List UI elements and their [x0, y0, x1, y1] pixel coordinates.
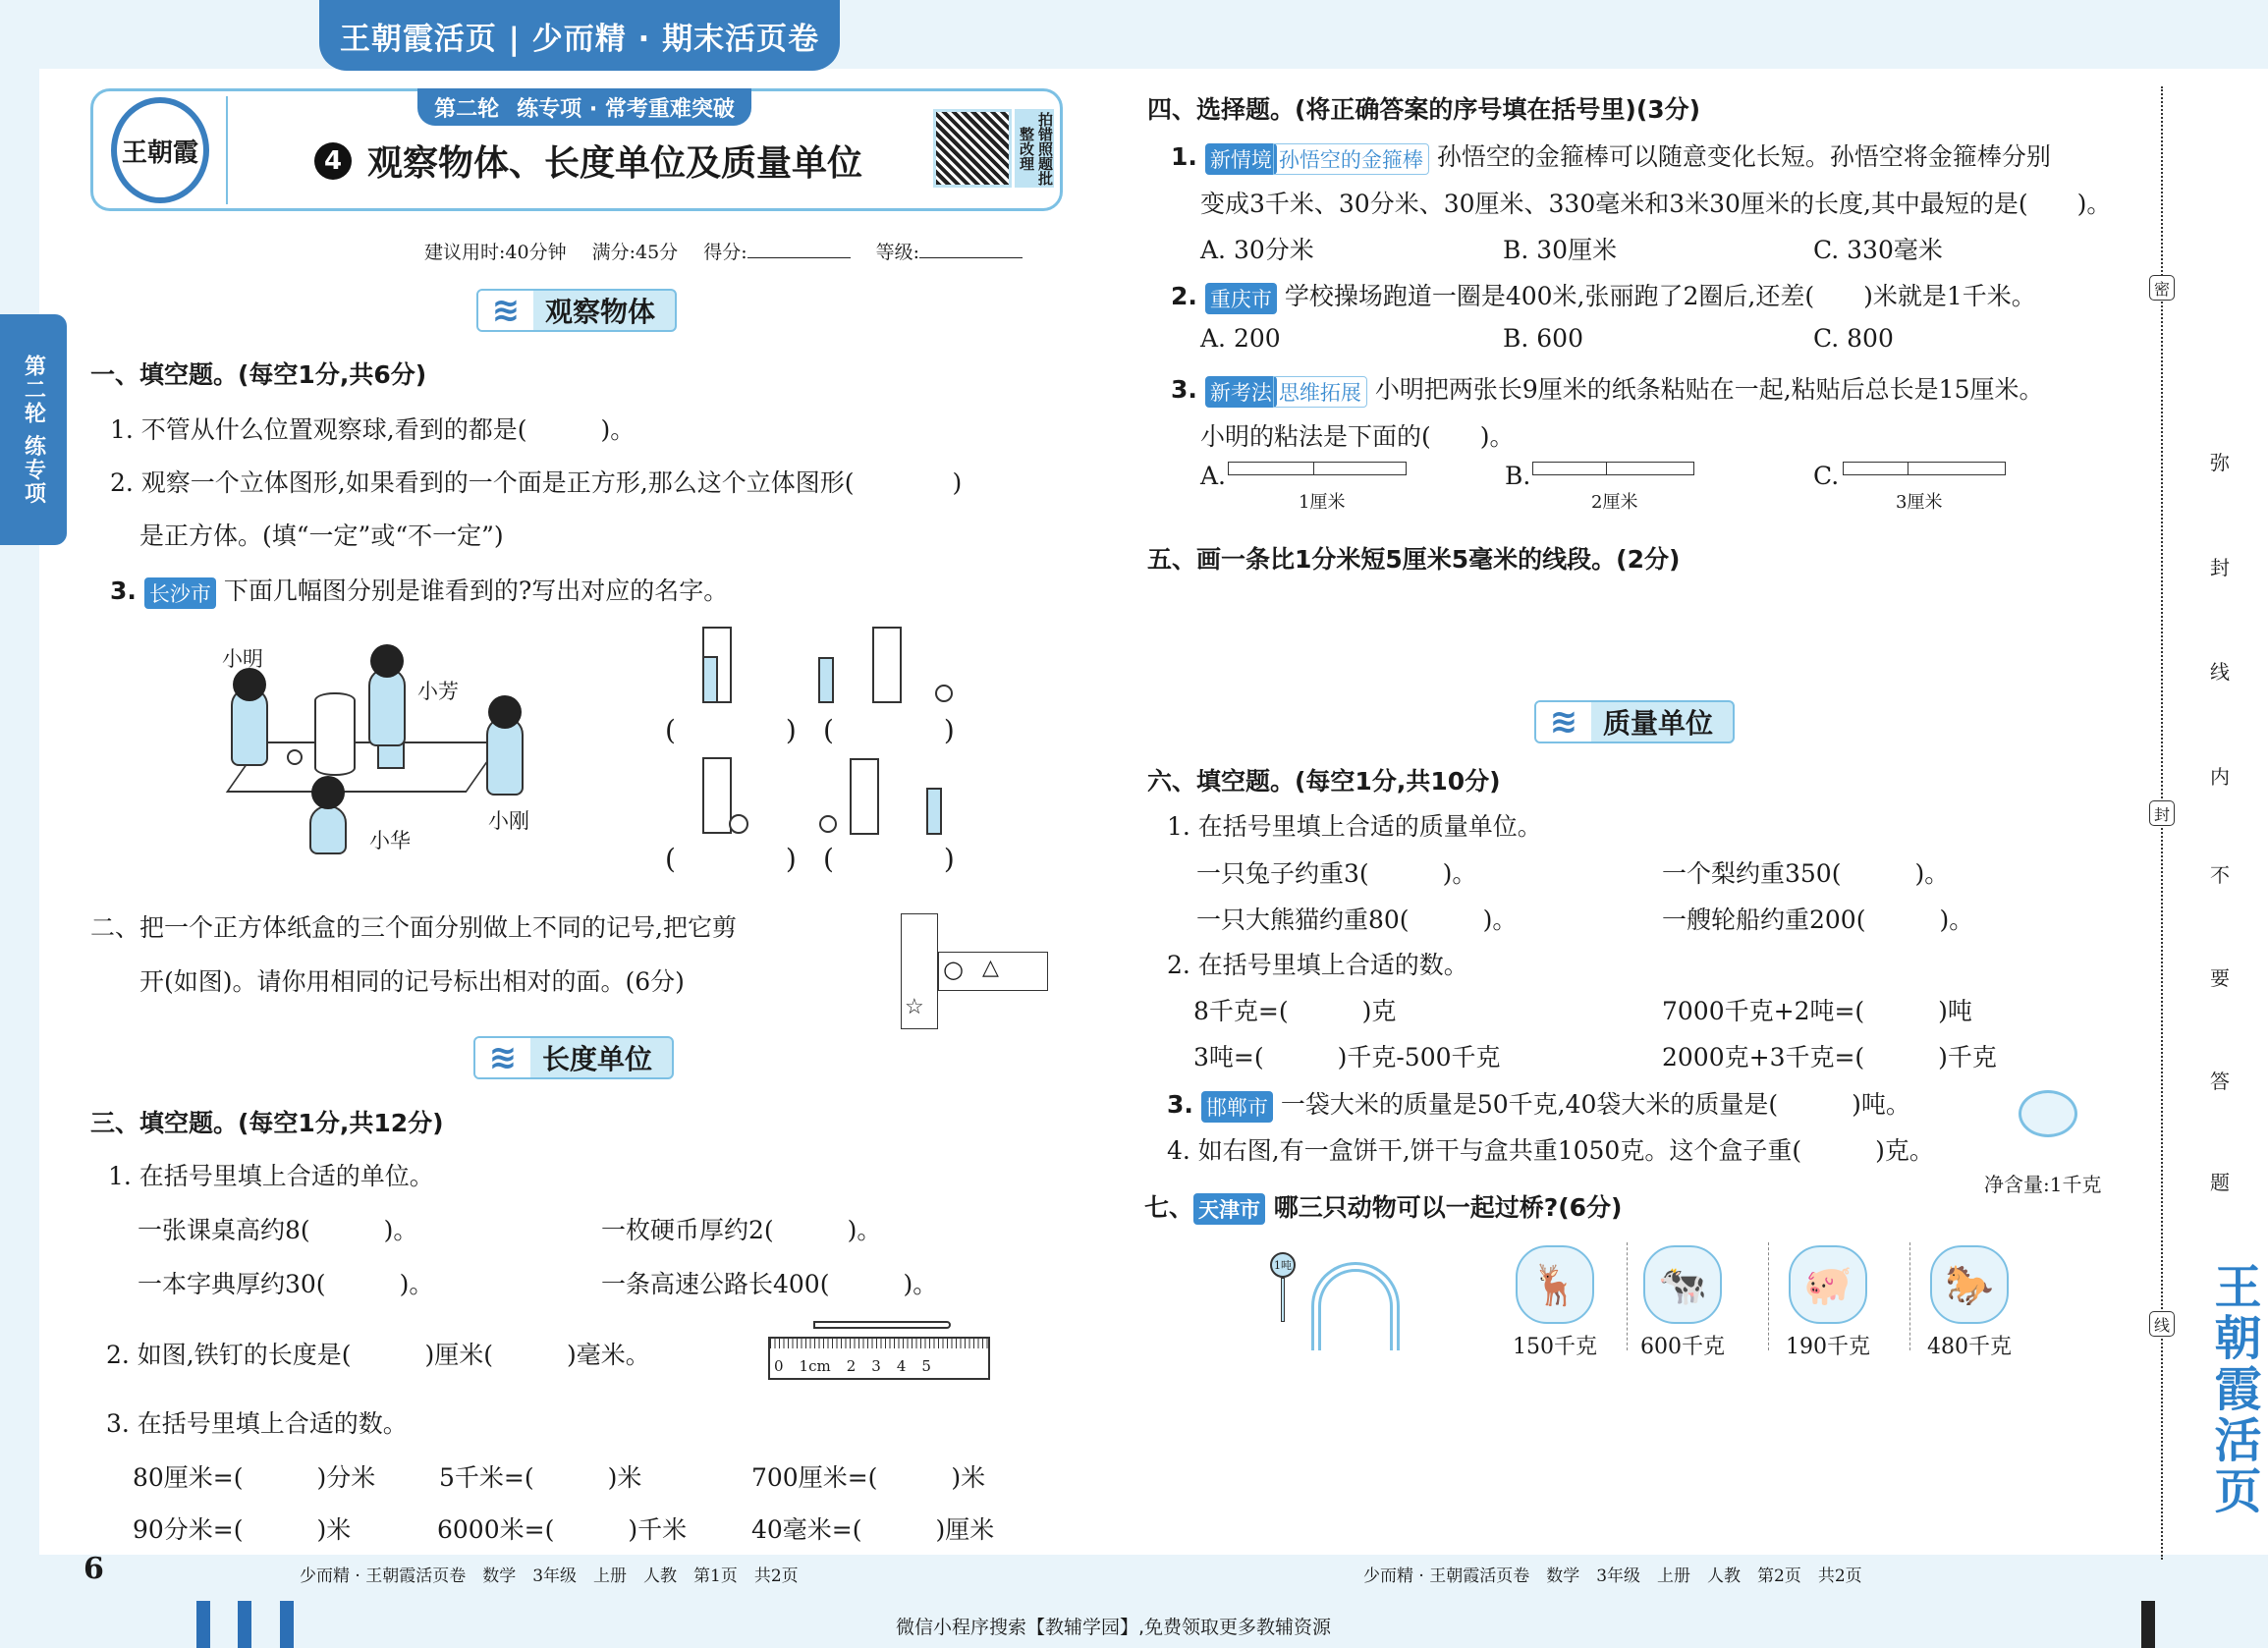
fill-item: 一只兔子约重3( )。 — [1196, 859, 1477, 888]
part5-heading: 五、画一条比1分米短5厘米5毫米的线段。(2分) — [1147, 545, 1681, 574]
fill-item: 一本字典厚约30( )。 — [138, 1270, 434, 1298]
page-title — [314, 136, 862, 186]
page-number: 6 — [83, 1552, 104, 1586]
grade-field[interactable]: 等级: — [876, 238, 1023, 264]
brand-logo: 王朝霞 — [111, 97, 209, 203]
ball-shape — [287, 749, 303, 765]
seal-word: 答 — [2210, 1070, 2230, 1093]
part3-heading: 三、填空题。(每空1分,共12分) — [90, 1109, 444, 1137]
qr-code-icon[interactable] — [933, 109, 1012, 188]
part4-q3: 3. 新考法 思维拓展 小明把两张长9厘米的纸条粘贴在一起,粘贴后总长是15厘米。 — [1171, 370, 2043, 408]
option-c[interactable]: C. — [1813, 462, 1840, 490]
option-b[interactable]: B. 600 — [1503, 324, 1583, 353]
part4-q1-cont: 变成3千米、30分米、30厘米、330毫米和3米30厘米的长度,其中最短的是( )。 — [1200, 190, 2112, 218]
option-c[interactable]: C. 800 — [1813, 324, 1894, 353]
part6-heading: 六、填空题。(每空1分,共10分) — [1147, 767, 1501, 796]
answer-blank[interactable]: ( ) — [823, 843, 955, 875]
section-mass: ≋ 质量单位 — [1534, 700, 1735, 743]
option-a[interactable]: A. 200 — [1200, 324, 1281, 353]
fill-item: 一枚硬币厚约2( )。 — [601, 1216, 882, 1244]
part2-line1: 二、把一个正方体纸盒的三个面分别做上不同的记号,把它剪 — [90, 913, 737, 942]
fill-item: 5千米=( )米 — [439, 1463, 642, 1492]
region-tag: 重庆市 — [1205, 283, 1277, 314]
section-observe: ≋ 观察物体 — [476, 289, 677, 332]
seal-word: 内 — [2210, 765, 2230, 789]
fill-item: 90分米=( )米 — [133, 1515, 352, 1544]
part6-q2: 2. 在括号里填上合适的数。 — [1167, 951, 1468, 979]
fill-item: 一个梨约重350( )。 — [1662, 859, 1950, 888]
seal-word: 题 — [2210, 1171, 2230, 1194]
animal-horse: 🐎 480千克 — [1927, 1245, 2012, 1360]
option-a[interactable]: A. 30分米 — [1200, 236, 1314, 264]
cylinder-shape — [314, 692, 356, 776]
edge-mark — [280, 1601, 294, 1648]
seal-word: 线 — [2210, 660, 2230, 684]
fill-item: 6000米=( )千米 — [437, 1515, 688, 1544]
brand-vertical-logo: 王朝霞活页 — [2206, 1262, 2261, 1517]
fill-item: 3吨=( )千克-500千克 — [1193, 1043, 1501, 1071]
part7-heading: 七、 天津市 哪三只动物可以一起过桥?(6分) — [1144, 1188, 1622, 1225]
triangle-symbol: △ — [982, 956, 999, 980]
animal-deer: 🦌 150千克 — [1513, 1245, 1597, 1360]
method-tag: 新考法 — [1205, 376, 1277, 408]
cookie-box-icon — [2019, 1090, 2077, 1137]
part2-line2: 开(如图)。请你用相同的记号标出相对的面。(6分) — [139, 967, 685, 996]
part6-q1: 1. 在括号里填上合适的质量单位。 — [1167, 812, 1542, 841]
suggested-time: 建议用时:40分钟 — [424, 242, 567, 263]
fill-item: 40毫米=( )厘米 — [751, 1515, 995, 1544]
wave-icon: ≋ — [478, 291, 533, 330]
bridge-arch — [1311, 1262, 1400, 1350]
circle-symbol: ○ — [943, 956, 964, 983]
seal-word: 要 — [2210, 966, 2230, 990]
title-number: 4 — [314, 142, 352, 180]
part6-q3: 3. 邯郸市 一袋大米的质量是50千克,40袋大米的质量是( )吨。 — [1167, 1085, 1910, 1123]
animal-cow: 🐄 600千克 — [1640, 1245, 1725, 1360]
score-field[interactable]: 得分: — [703, 238, 850, 264]
animal-pig: 🐖 190千克 — [1786, 1245, 1870, 1360]
fill-item: 8千克=( )克 — [1193, 997, 1397, 1025]
footer-left: 少而精 · 王朝霞活页卷 数学 3年级 上册 人教 第1页 共2页 — [300, 1566, 799, 1586]
bridge-illustration — [1243, 1247, 1419, 1355]
part3-q3: 3. 在括号里填上合适的数。 — [106, 1409, 408, 1438]
qr-label: 拍错照题批整改理 — [1015, 109, 1054, 188]
fill-item: 一艘轮船约重200( )。 — [1662, 906, 1974, 934]
fill-item: 一条高速公路长400( )。 — [601, 1270, 938, 1298]
option-c[interactable]: C. 330毫米 — [1813, 236, 1943, 264]
fill-item: 一只大熊猫约重80( )。 — [1196, 906, 1518, 934]
part6-q4: 4. 如右图,有一盒饼干,饼干与盒共重1050克。这个盒子重( )克。 — [1167, 1136, 1934, 1165]
edge-mark — [196, 1601, 210, 1648]
part4-q1: 1. 新情境 孙悟空的金箍棒 孙悟空的金箍棒可以随意变化长短。孙悟空将金箍棒分别 — [1171, 137, 2051, 175]
star-symbol: ☆ — [905, 995, 924, 1019]
fill-item: 一张课桌高约8( )。 — [138, 1216, 418, 1244]
edge-mark — [238, 1601, 251, 1648]
seal-chip: 密 — [2149, 275, 2175, 301]
ruler: 0 1cm 2 3 4 5 — [768, 1337, 990, 1380]
context-tag: 新情境 — [1205, 143, 1277, 175]
part1-heading: 一、填空题。(每空1分,共6分) — [90, 360, 427, 389]
section-length: ≋ 长度单位 — [473, 1036, 674, 1079]
person-xiaogang — [486, 717, 524, 796]
seal-chip: 封 — [2149, 800, 2175, 826]
seal-chip: 线 — [2149, 1311, 2175, 1337]
seal-word: 弥 — [2210, 451, 2230, 474]
person-xiaohua — [309, 805, 347, 854]
region-tag: 邯郸市 — [1201, 1091, 1273, 1123]
left-wave-border — [0, 0, 39, 1648]
net-weight-label: 净含量:1千克 — [1984, 1173, 2102, 1196]
answer-blank[interactable]: ( ) — [665, 714, 797, 746]
person-xiaofang — [368, 668, 406, 746]
fill-item: 80厘米=( )分米 — [133, 1463, 376, 1492]
round-label: 第二轮 — [434, 96, 500, 122]
title-text: 观察物体、长度单位及质量单位 — [367, 143, 863, 184]
wave-icon: ≋ — [475, 1038, 530, 1077]
edge-mark — [2141, 1601, 2155, 1648]
fill-item: 2000克+3千克=( )千克 — [1662, 1043, 1997, 1071]
footer-right: 少而精 · 王朝霞活页卷 数学 3年级 上册 人教 第2页 共2页 — [1363, 1566, 1862, 1586]
topic-tag: 孙悟空的金箍棒 — [1273, 143, 1429, 175]
option-b[interactable]: B. 30厘米 — [1503, 236, 1618, 264]
seal-word: 不 — [2210, 863, 2230, 887]
watermark: 微信小程序搜索【教辅学园】,免费领取更多教辅资源 — [896, 1617, 1332, 1638]
seal-word: 封 — [2210, 556, 2230, 579]
topic-tag: 思维拓展 — [1273, 376, 1367, 408]
side-tab: 第二轮 练专项 — [0, 314, 67, 545]
part1-q2: 2. 观察一个立体图形,如果看到的一个面是正方形,那么这个立体图形( ) — [110, 468, 963, 497]
part3-q2: 2. 如图,铁钉的长度是( )厘米( )毫米。 — [106, 1341, 650, 1369]
part3-q1: 1. 在括号里填上合适的单位。 — [108, 1162, 434, 1190]
weight-limit-sign: 1吨 — [1270, 1252, 1296, 1278]
exam-meta — [424, 238, 1023, 264]
full-score: 满分:45分 — [591, 242, 679, 263]
divider — [226, 96, 228, 204]
answer-blank[interactable]: ( ) — [823, 714, 955, 746]
region-tag: 长沙市 — [144, 577, 216, 609]
part1-q3: 3. 长沙市 下面几幅图分别是谁看到的?写出对应的名字。 — [110, 572, 728, 609]
part4-q3-cont: 小明的粘法是下面的( )。 — [1200, 422, 1515, 451]
option-a[interactable]: A. — [1200, 462, 1227, 490]
title-box — [90, 88, 1063, 211]
part1-q2-cont: 是正方体。(填“一定”或“不一定”) — [139, 522, 504, 550]
wave-icon: ≋ — [1536, 702, 1591, 742]
option-b[interactable]: B. — [1505, 462, 1531, 490]
fill-item: 7000千克+2吨=( )吨 — [1662, 997, 1972, 1025]
drawing-area[interactable] — [1179, 589, 2063, 687]
nail-shape — [813, 1321, 951, 1329]
round-text: 练专项 · 常考重难突破 — [517, 96, 735, 122]
series-banner: 王朝霞活页 | 少而精 · 期末活页卷 — [319, 0, 840, 71]
part1-q1: 1. 不管从什么位置观察球,看到的都是( )。 — [110, 415, 636, 444]
round-banner — [417, 88, 751, 126]
part4-q2: 2. 重庆市 学校操场跑道一圈是400米,张丽跑了2圈后,还差( )米就是1千米。 — [1171, 277, 2036, 314]
part4-heading: 四、选择题。(将正确答案的序号填在括号里)(3分) — [1147, 95, 1701, 124]
answer-blank[interactable]: ( ) — [665, 843, 797, 875]
region-tag: 天津市 — [1193, 1193, 1265, 1225]
fill-item: 700厘米=( )米 — [751, 1463, 986, 1492]
